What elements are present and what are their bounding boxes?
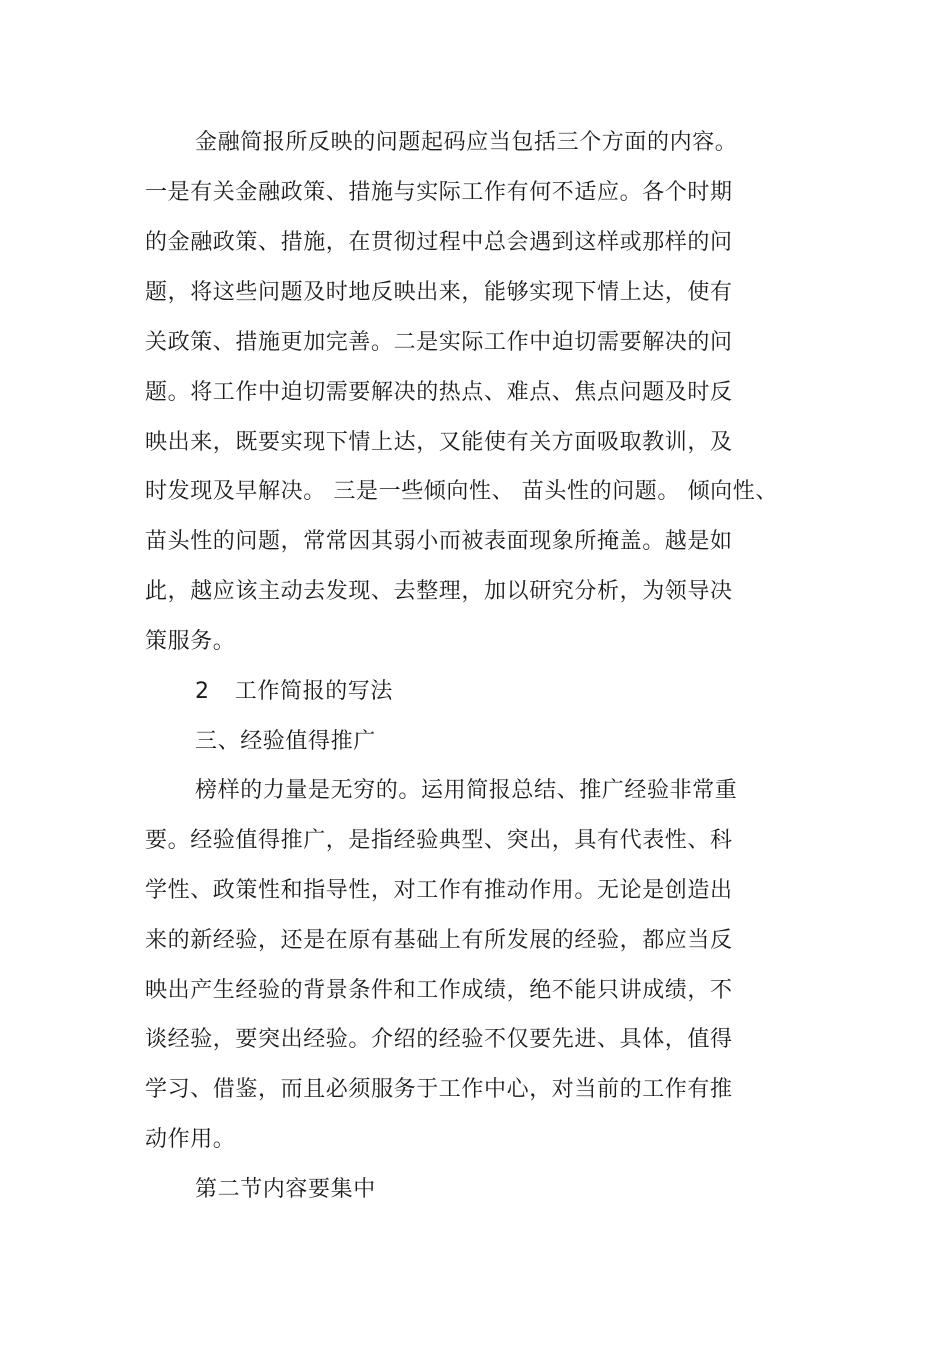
heading-title: 工作简报的写法 [234, 679, 393, 704]
paragraph-line: 要。经验值得推广，是指经验典型、突出，具有代表性、科 [145, 828, 733, 853]
paragraph-line: 题。将工作中迫切需要解决的热点、难点、焦点问题及时反 [145, 380, 733, 405]
paragraph-line: 映出来，既要实现下情上达，又能使有关方面吸取教训，及 [145, 430, 733, 455]
paragraph-line: 学习、借鉴，而且必须服务于工作中心，对当前的工作有推 [145, 1077, 733, 1102]
paragraph-line: 时发现及早解决。 三是一些倾向性、 苗头性的问题。 倾向性、 [145, 479, 778, 504]
section-title: 三、经验值得推广 [195, 729, 376, 754]
heading-number: 2 [195, 679, 210, 704]
paragraph-line: 榜样的力量是无穷的。运用简报总结、推广经验非常重 [195, 778, 738, 803]
paragraph-line: 映出产生经验的背景条件和工作成绩，绝不能只讲成绩，不 [145, 978, 733, 1003]
paragraph-line: 苗头性的问题，常常因其弱小而被表面现象所掩盖。越是如 [145, 529, 733, 554]
paragraph-line: 谈经验，要突出经验。介绍的经验不仅要先进、具体，值得 [145, 1027, 733, 1052]
heading [195, 677, 393, 707]
paragraph-line: 来的新经验，还是在原有基础上有所发展的经验，都应当反 [145, 928, 733, 953]
paragraph-line: 题，将这些问题及时地反映出来，能够实现下情上达，使有 [145, 280, 733, 305]
paragraph-line: 的金融政策、措施，在贯彻过程中总会遇到这样或那样的问 [145, 230, 733, 255]
paragraph-line: 一是有关金融政策、措施与实际工作有何不适应。各个时期 [145, 180, 733, 205]
paragraph-line: 此，越应该主动去发现、去整理，加以研究分析，为领导决 [145, 579, 733, 604]
paragraph-line: 金融简报所反映的问题起码应当包括三个方面的内容。 [195, 130, 738, 155]
paragraph-line: 策服务。 [145, 629, 236, 654]
paragraph-line: 关政策、措施更加完善。二是实际工作中迫切需要解决的问 [145, 330, 733, 355]
next-section-title: 第二节内容要集中 [195, 1177, 376, 1202]
paragraph-line: 学性、政策性和指导性，对工作有推动作用。无论是创造出 [145, 878, 733, 903]
paragraph-line: 动作用。 [145, 1127, 236, 1152]
